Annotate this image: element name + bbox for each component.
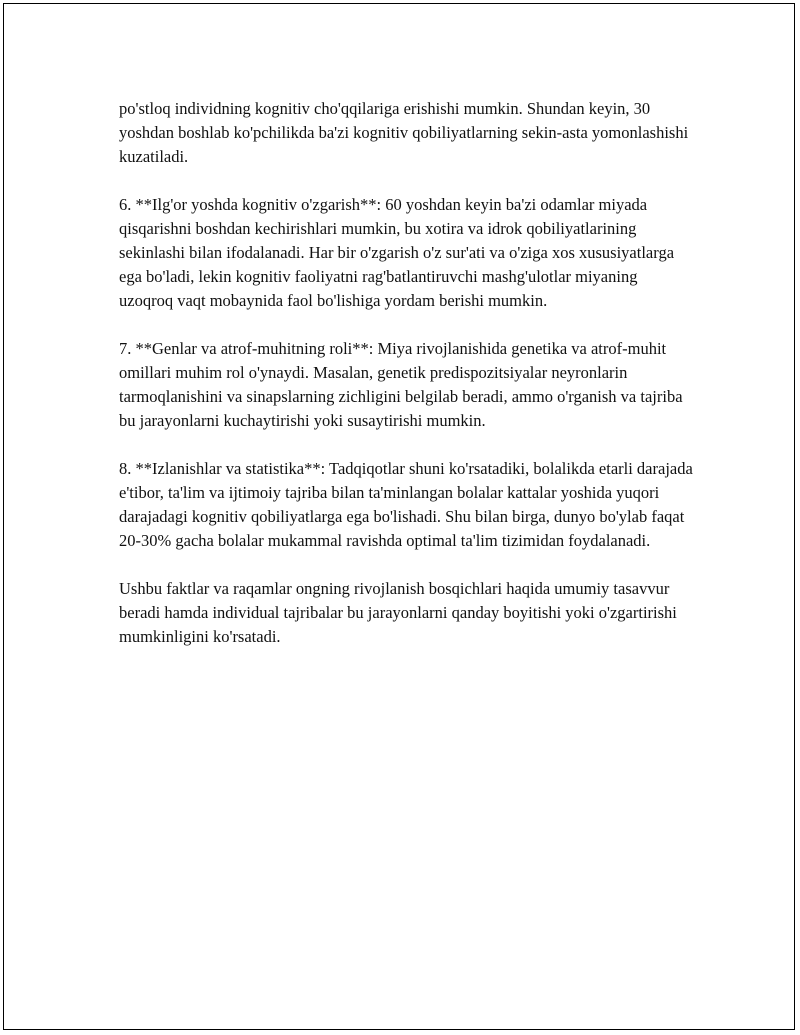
paragraph-item-8: 8. **Izlanishlar va statistika**: Tadqiqotlar shuni ko'rsatadiki, bolalikda etarli darajada e'tibor, ta'lim va ijtimoiy tajriba bilan ta'minlangan bolalar kattalar yoshida yuqori darajadagi kognitiv qobiliyatlarga ega bo'lishadi. Shu bilan birga, dunyo bo'ylab faqat 20-30% gacha bolalar mukammal ravishda optimal ta'lim tizimidan foydalanadi. [119,459,693,550]
document-page [3,3,795,1030]
paragraph-item-6: 6. **Ilg'or yoshda kognitiv o'zgarish**: 60 yoshdan keyin ba'zi odamlar miyada qisqarishni boshdan kechirishlari mumkin, bu xotira va idrok qobiliyatlarining sekinlashi bilan ifodalanadi. Har bir o'zgarish o'z sur'ati va o'ziga xos xususiyatlarga ega bo'ladi, lekin kognitiv faoliyatni rag'batlantiruvchi mashg'ulotlar miyaning uzoqroq vaqt mobaynida faol bo'lishiga yordam berishi mumkin. [119,195,675,310]
document-body [119,97,694,673]
paragraph-conclusion: Ushbu faktlar va raqamlar ongning rivojlanish bosqichlari haqida umumiy tasavvur beradi hamda individual tajribalar bu jarayonlarni qanday boyitishi yoki o'zgartirishi mumkinligini ko'rsatadi. [119,579,677,646]
paragraph-item-7: 7. **Genlar va atrof-muhitning roli**: Miya rivojlanishida genetika va atrof-muhit omillari muhim rol o'ynaydi. Masalan, genetik predispozitsiyalar neyronlarin tarmoqlanishini va sinapslarning zichligini belgilab beradi, ammo o'rganish va tajriba bu jarayonlarni kuchaytirishi yoki susaytirishi mumkin. [119,339,683,430]
paragraph-continuation: po'stloq individning kognitiv cho'qqilariga erishishi mumkin. Shundan keyin, 30 yoshdan boshlab ko'pchilikda ba'zi kognitiv qobiliyatlarning sekin-asta yomonlashishi kuzatiladi. [119,99,689,166]
